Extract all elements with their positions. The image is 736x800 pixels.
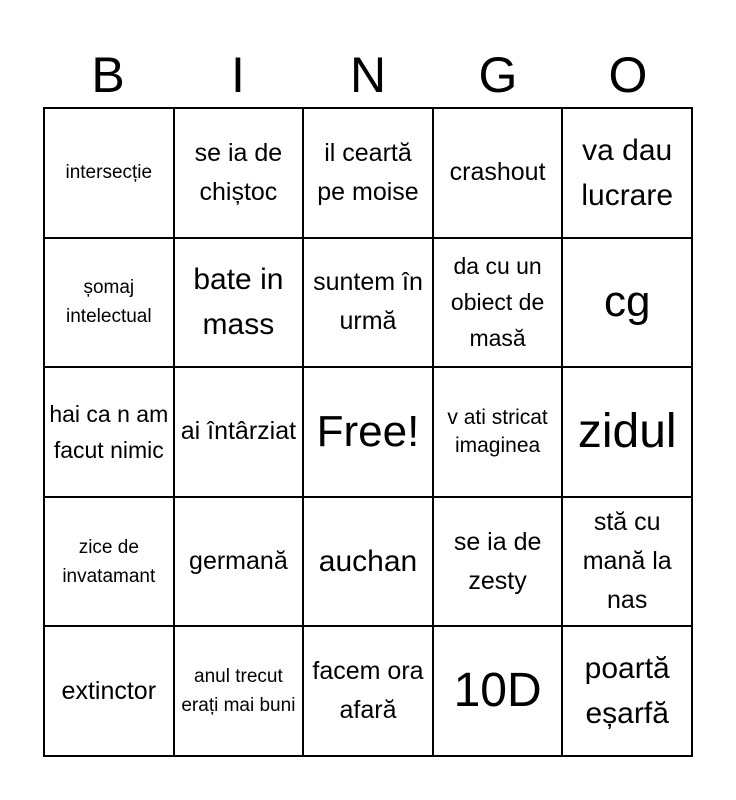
bingo-cell-r5-c2: anul trecut erați mai buni (175, 627, 305, 757)
bingo-cell-r4-c3: auchan (304, 498, 434, 628)
header-letter-i: I (231, 47, 245, 103)
bingo-cell-r4-c5: stă cu mană la nas (563, 498, 693, 628)
bingo-cell-r1-c1: intersecție (45, 109, 175, 239)
bingo-cell-r1-c4: crashout (434, 109, 564, 239)
header-letter-g: G (478, 47, 518, 103)
bingo-header (43, 44, 693, 106)
bingo-cell-r5-c1: extinctor (45, 627, 175, 757)
bingo-cell-r2-c1: șomaj intelectual (45, 239, 175, 369)
bingo-cell-r2-c4: da cu un obiect de masă (434, 239, 564, 369)
bingo-cell-r5-c5: poartă eșarfă (563, 627, 693, 757)
bingo-cell-r1-c3: il ceartă pe moise (304, 109, 434, 239)
header-letter-n: N (349, 47, 387, 103)
bingo-cell-r3-c1: hai ca n am facut nimic (45, 368, 175, 498)
bingo-cell-r2-c5: cg (563, 239, 693, 369)
bingo-cell-r3-c2: ai întârziat (175, 368, 305, 498)
bingo-cell-r2-c3: suntem în urmă (304, 239, 434, 369)
bingo-cell-r4-c2: germană (175, 498, 305, 628)
bingo-cell-r1-c5: va dau lucrare (563, 109, 693, 239)
bingo-cell-r3-c4: v ati stricat imaginea (434, 368, 564, 498)
bingo-cell-r5-c4: 10D (434, 627, 564, 757)
bingo-cell-r1-c2: se ia de chiștoc (175, 109, 305, 239)
bingo-cell-r4-c1: zice de invatamant (45, 498, 175, 628)
bingo-cell-r2-c2: bate in mass (175, 239, 305, 369)
bingo-card-grid (43, 107, 693, 757)
bingo-cell-r5-c3: facem ora afară (304, 627, 434, 757)
header-letter-b: B (91, 47, 125, 103)
bingo-cell-r3-c3: Free! (304, 368, 434, 498)
bingo-cell-r4-c4: se ia de zesty (434, 498, 564, 628)
bingo-cell-r3-c5: zidul (563, 368, 693, 498)
header-letter-o: O (608, 47, 648, 103)
